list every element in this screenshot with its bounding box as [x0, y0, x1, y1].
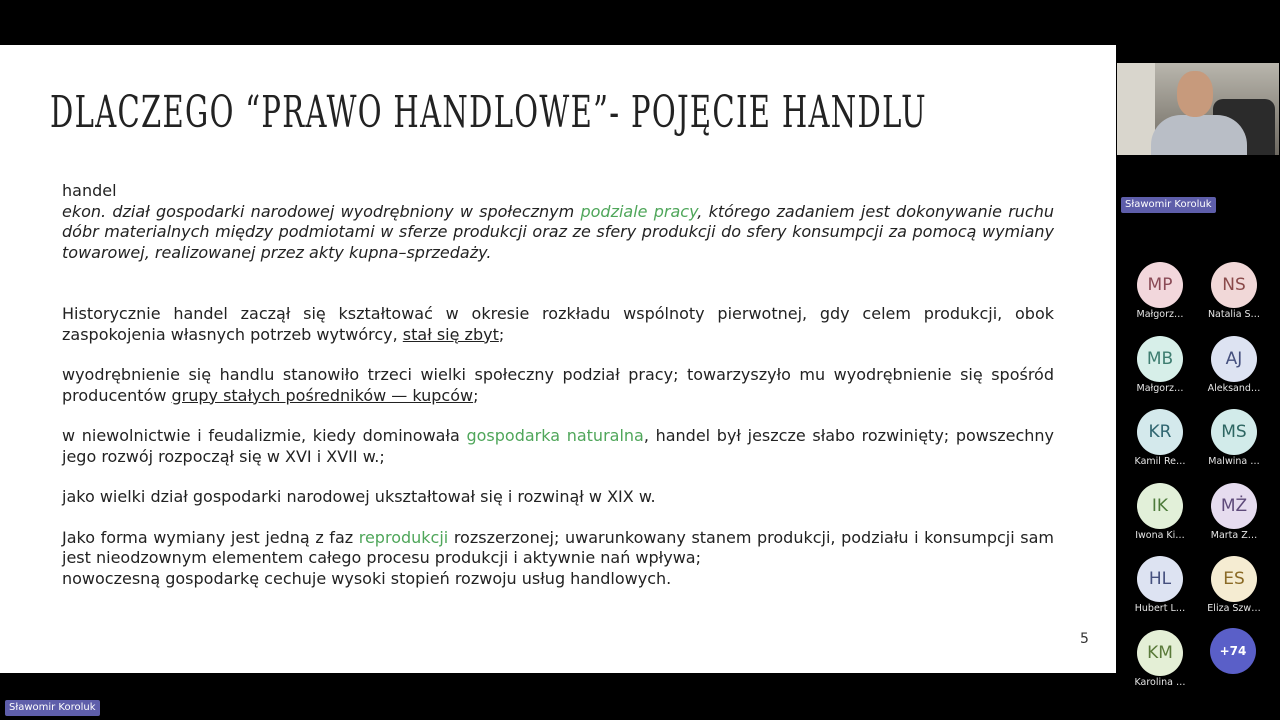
participant-tile[interactable] [1204, 409, 1264, 467]
participant-tile[interactable] [1130, 409, 1190, 467]
participant-name: Natalia S… [1207, 309, 1261, 320]
participant-name: Malwina … [1208, 456, 1260, 467]
self-name-label: Sławomir Koroluk [5, 700, 100, 716]
paragraph-division [62, 365, 1054, 406]
slide-title: DLACZEGO “PRAWO HANDLOWE”- POJĘCIE HANDLU [50, 87, 927, 138]
participant-name: Karolina … [1134, 676, 1186, 688]
paragraph-modern: nowoczesną gospodarkę cechuje wysoki stopień rozwoju usług handlowych. [62, 568, 672, 588]
participant-tile[interactable] [1130, 336, 1190, 394]
slide-body [62, 181, 1054, 589]
participant-avatar: NS [1211, 262, 1257, 308]
link-gospodarka-naturalna[interactable]: gospodarka naturalna [466, 426, 644, 445]
underlined-stal-sie-zbyt: stał się zbyt [402, 324, 499, 344]
definition-text-1: ekon. dział gospodarki narodowej wyodrębniony w społecznym [62, 201, 581, 221]
participant-avatar: HL [1137, 556, 1183, 602]
participant-avatar: ES [1211, 556, 1257, 602]
paragraph-feudalism [62, 426, 1054, 467]
participant-tile[interactable] [1204, 262, 1264, 320]
participant-avatar: MS [1211, 409, 1257, 455]
paragraph-reproduction-text: Jako forma wymiany jest jedną z faz [62, 527, 359, 547]
definition-text-2: , którego zadaniem jest dokonywanie ruchu dóbr materialnych między podmiotami w sferze produkcji oraz ze sfery produkcji do sfery konsumpcji za pomocą wymiany towarowej, realizowanej przez akty kupna–sprzedaży. [62, 201, 1055, 262]
participant-name: Marta Ż… [1210, 529, 1258, 541]
link-podziale-pracy[interactable]: podziale pracy [580, 201, 698, 221]
participant-name: Małgorz… [1136, 309, 1184, 320]
paragraph-history-text: Historycznie handel zaczął się kształtować w okresie rozkładu wspólnoty pierwotnej, gdy celem produkcji, obok zaspokojenia własnych potrzeb wytwórcy, [62, 304, 1054, 344]
participant-avatar: IK [1137, 483, 1183, 529]
paragraph-reproduction [62, 528, 1054, 569]
participant-avatar: KM [1137, 630, 1183, 676]
shared-slide [0, 45, 1116, 673]
participant-tile[interactable] [1204, 336, 1264, 394]
definition-paragraph [62, 202, 1054, 264]
participant-name: Małgorz… [1136, 382, 1184, 394]
paragraph-xix: jako wielki dział gospodarki narodowej ukształtował się i rozwinął w XIX w. [62, 487, 656, 506]
participant-name: Iwona Ki… [1135, 529, 1185, 541]
underlined-kupcow: grupy stałych pośredników — kupców [171, 385, 474, 405]
participant-name: Eliza Szw… [1207, 603, 1261, 614]
participant-tile[interactable] [1130, 630, 1190, 688]
participant-tile[interactable] [1204, 483, 1264, 541]
participant-name: Kamil Re… [1134, 456, 1186, 467]
participant-name: Aleksand… [1207, 382, 1261, 394]
paragraph-reproduction-end: rozszerzonej; uwarunkowany stanem produkcji, podziału i konsumpcji sam jest nieodzownym elementem całego procesu produkcji i aktywnie nań wpływa; [62, 527, 1054, 567]
video-person-body [1151, 115, 1247, 155]
paragraph-history-end: ; [498, 324, 505, 344]
speaker-video-tile[interactable] [1117, 63, 1279, 155]
speaker-name-label: Sławomir Koroluk [1121, 197, 1216, 213]
participant-avatar: KR [1137, 409, 1183, 455]
participant-avatar: AJ [1211, 336, 1257, 382]
link-reprodukcji[interactable]: reprodukcji [358, 527, 449, 547]
paragraph-division-text: wyodrębnienie się handlu stanowiło trzeci wielki społeczny podział pracy; towarzyszyło mu wyodrębnienie się spośród producentów [62, 365, 1054, 405]
participant-name: Hubert L… [1134, 603, 1186, 614]
participant-tile[interactable] [1130, 262, 1190, 320]
participant-avatar: MŻ [1211, 483, 1257, 529]
participant-avatar: MB [1137, 336, 1183, 382]
paragraph-feudalism-text: w niewolnictwie i feudalizmie, kiedy dominowała [62, 426, 467, 445]
participant-tile[interactable] [1204, 556, 1264, 614]
participant-tile[interactable] [1130, 483, 1190, 541]
video-background [1117, 63, 1155, 155]
term-heading: handel [62, 181, 117, 200]
paragraph-feudalism-end: , handel był jeszcze słabo rozwinięty; powszechny jego rozwój rozpoczął się w XVI i XVII w.; [62, 426, 1054, 466]
more-participants-button[interactable]: +74 [1210, 628, 1256, 674]
video-person-head [1177, 71, 1213, 117]
slide-page-number: 5 [1080, 631, 1089, 647]
participant-avatar: MP [1137, 262, 1183, 308]
paragraph-division-end: ; [473, 385, 479, 405]
participant-tile[interactable] [1130, 556, 1190, 614]
paragraph-history [62, 304, 1054, 345]
